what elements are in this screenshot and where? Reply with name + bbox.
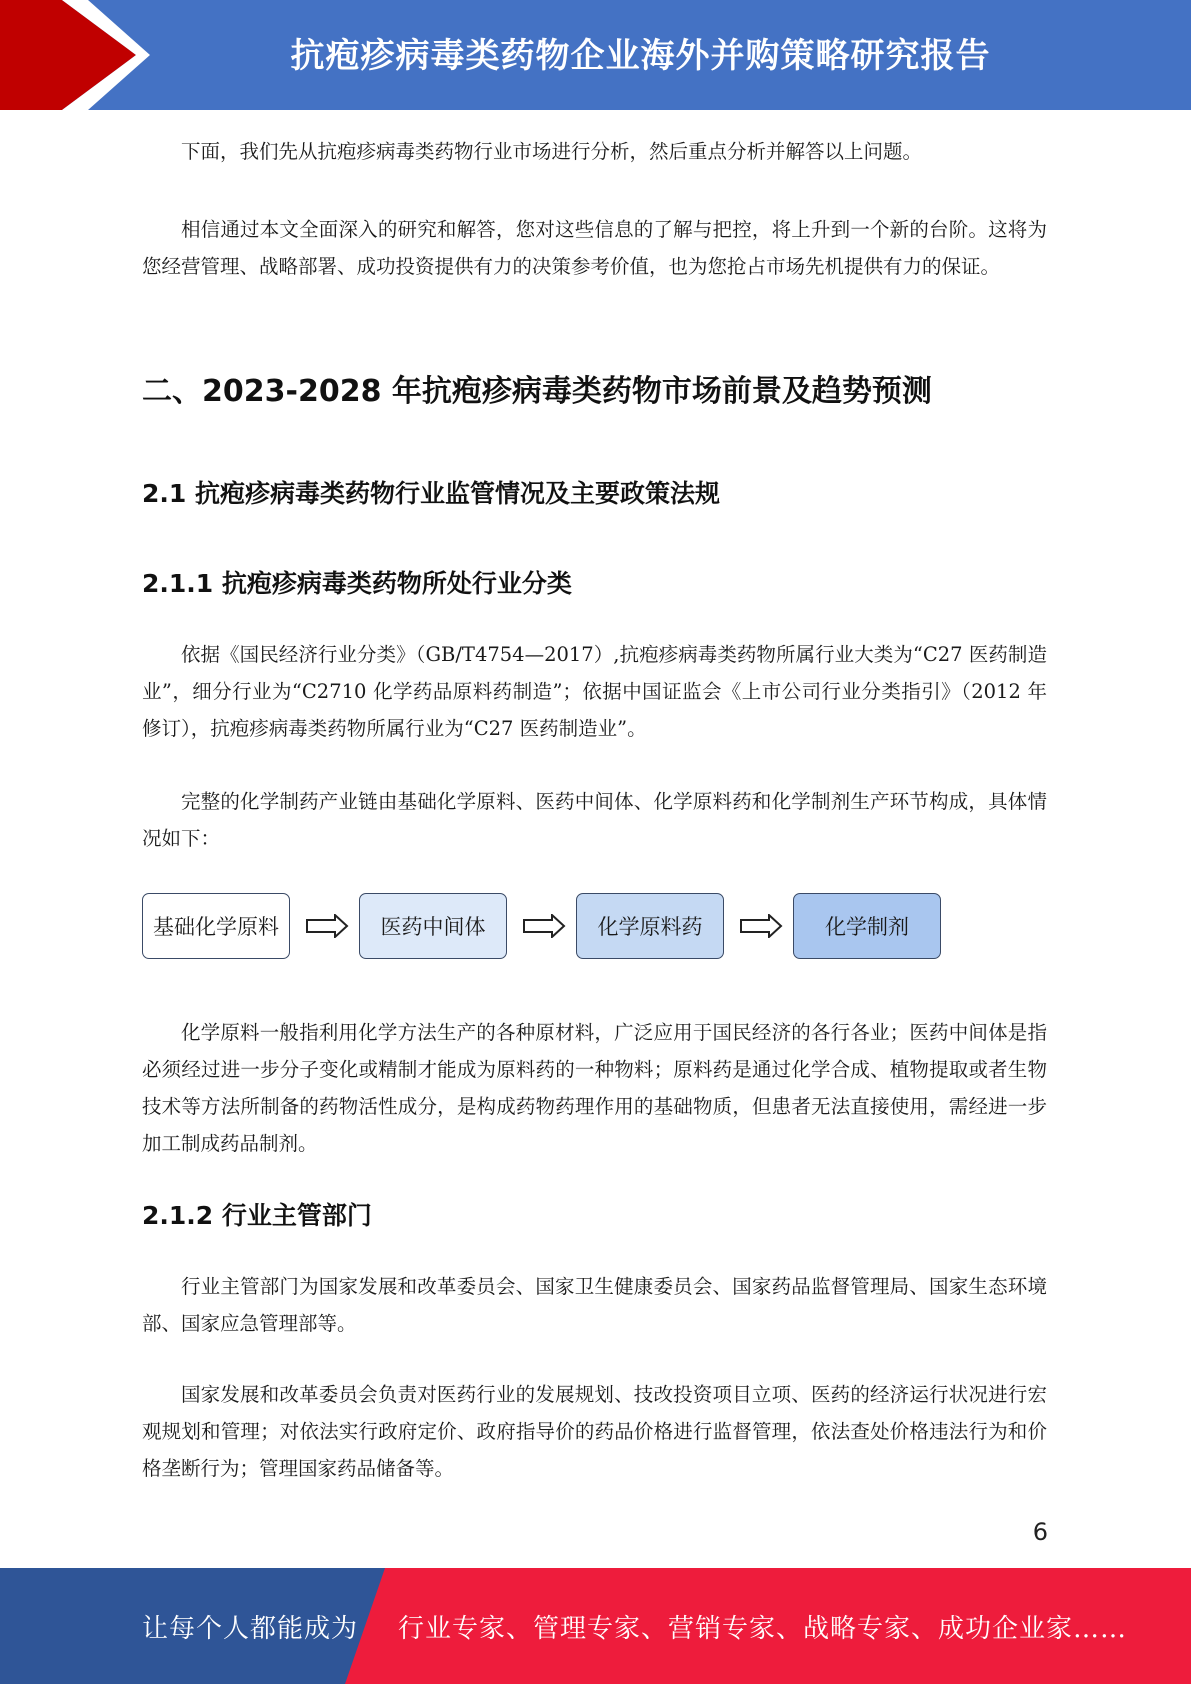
subsection-heading: 2.1 抗疱疹病毒类药物行业监管情况及主要政策法规: [142, 479, 720, 508]
industry-chain-diagram: [142, 893, 942, 961]
footer-slogan-right: 行业专家、管理专家、营销专家、战略专家、成功企业家……: [398, 1613, 1128, 1644]
flow-step-api: [576, 893, 724, 959]
page-footer: [0, 1568, 1191, 1684]
flow-step-basic-chemicals: [142, 893, 290, 959]
flow-step-intermediates: [359, 893, 507, 959]
page-header: [0, 0, 1191, 110]
flow-step-formulations: [793, 893, 941, 959]
arrow-right-icon: [739, 914, 783, 938]
paragraph-industry-chain: 完整的化学制药产业链由基础化学原料、医药中间体、化学原料药和化学制剂生产环节构成，具体情况如下：: [142, 790, 1047, 850]
arrow-right-icon: [522, 914, 566, 938]
paragraph-ndrc: 国家发展和改革委员会负责对医药行业的发展规划、技改投资项目立项、医药的经济运行状况进行宏观规划和管理；对依法实行政府定价、政府指导价的药品价格进行监督管理，依法查处价格违法行为和价格垄断行为；管理国家药品储备等。: [142, 1383, 1047, 1480]
report-title: 抗疱疹病毒类药物企业海外并购策略研究报告: [290, 35, 991, 76]
page-number: 6: [1032, 1518, 1048, 1546]
flow-step-label: 化学制剂: [825, 915, 909, 939]
arrow-right-icon: [305, 914, 349, 938]
subsubsection-heading-classification: 2.1.1 抗疱疹病毒类药物所处行业分类: [142, 569, 572, 598]
paragraph-value: 相信通过本文全面深入的研究和解答，您对这些信息的了解与把控，将上升到一个新的台阶。这将为您经营管理、战略部署、成功投资提供有力的决策参考价值，也为您抢占市场先机提供有力的保证。: [142, 218, 1047, 278]
flow-step-label: 基础化学原料: [153, 915, 279, 939]
footer-slogan-left: 让每个人都能成为: [142, 1613, 359, 1644]
flow-step-label: 化学原料药: [597, 915, 703, 939]
paragraph-classification: 依据《国民经济行业分类》（GB/T4754—2017）,抗疱疹病毒类药物所属行业大类为“C27 医药制造业”，细分行业为“C2710 化学药品原料药制造”；依据中国证监会《上市公司行业分类指引》（2012 年修订），抗疱疹病毒类药物所属行业为“C27 医药制造业”。: [142, 643, 1047, 740]
subsubsection-heading-authorities: 2.1.2 行业主管部门: [142, 1201, 372, 1230]
section-heading: 二、2023-2028 年抗疱疹病毒类药物市场前景及趋势预测: [142, 374, 932, 409]
paragraph-authorities: 行业主管部门为国家发展和改革委员会、国家卫生健康委员会、国家药品监督管理局、国家生态环境部、国家应急管理部等。: [142, 1275, 1047, 1335]
flow-step-label: 医药中间体: [380, 915, 486, 939]
paragraph-definitions: 化学原料一般指利用化学方法生产的各种原材料，广泛应用于国民经济的各行各业；医药中间体是指必须经过进一步分子变化或精制才能成为原料药的一种物料；原料药是通过化学合成、植物提取或者生物技术等方法所制备的药物活性成分，是构成药物药理作用的基础物质，但患者无法直接使用，需经进一步加工制成药品制剂。: [142, 1021, 1047, 1155]
paragraph-intro: 下面，我们先从抗疱疹病毒类药物行业市场进行分析，然后重点分析并解答以上问题。: [181, 140, 923, 163]
